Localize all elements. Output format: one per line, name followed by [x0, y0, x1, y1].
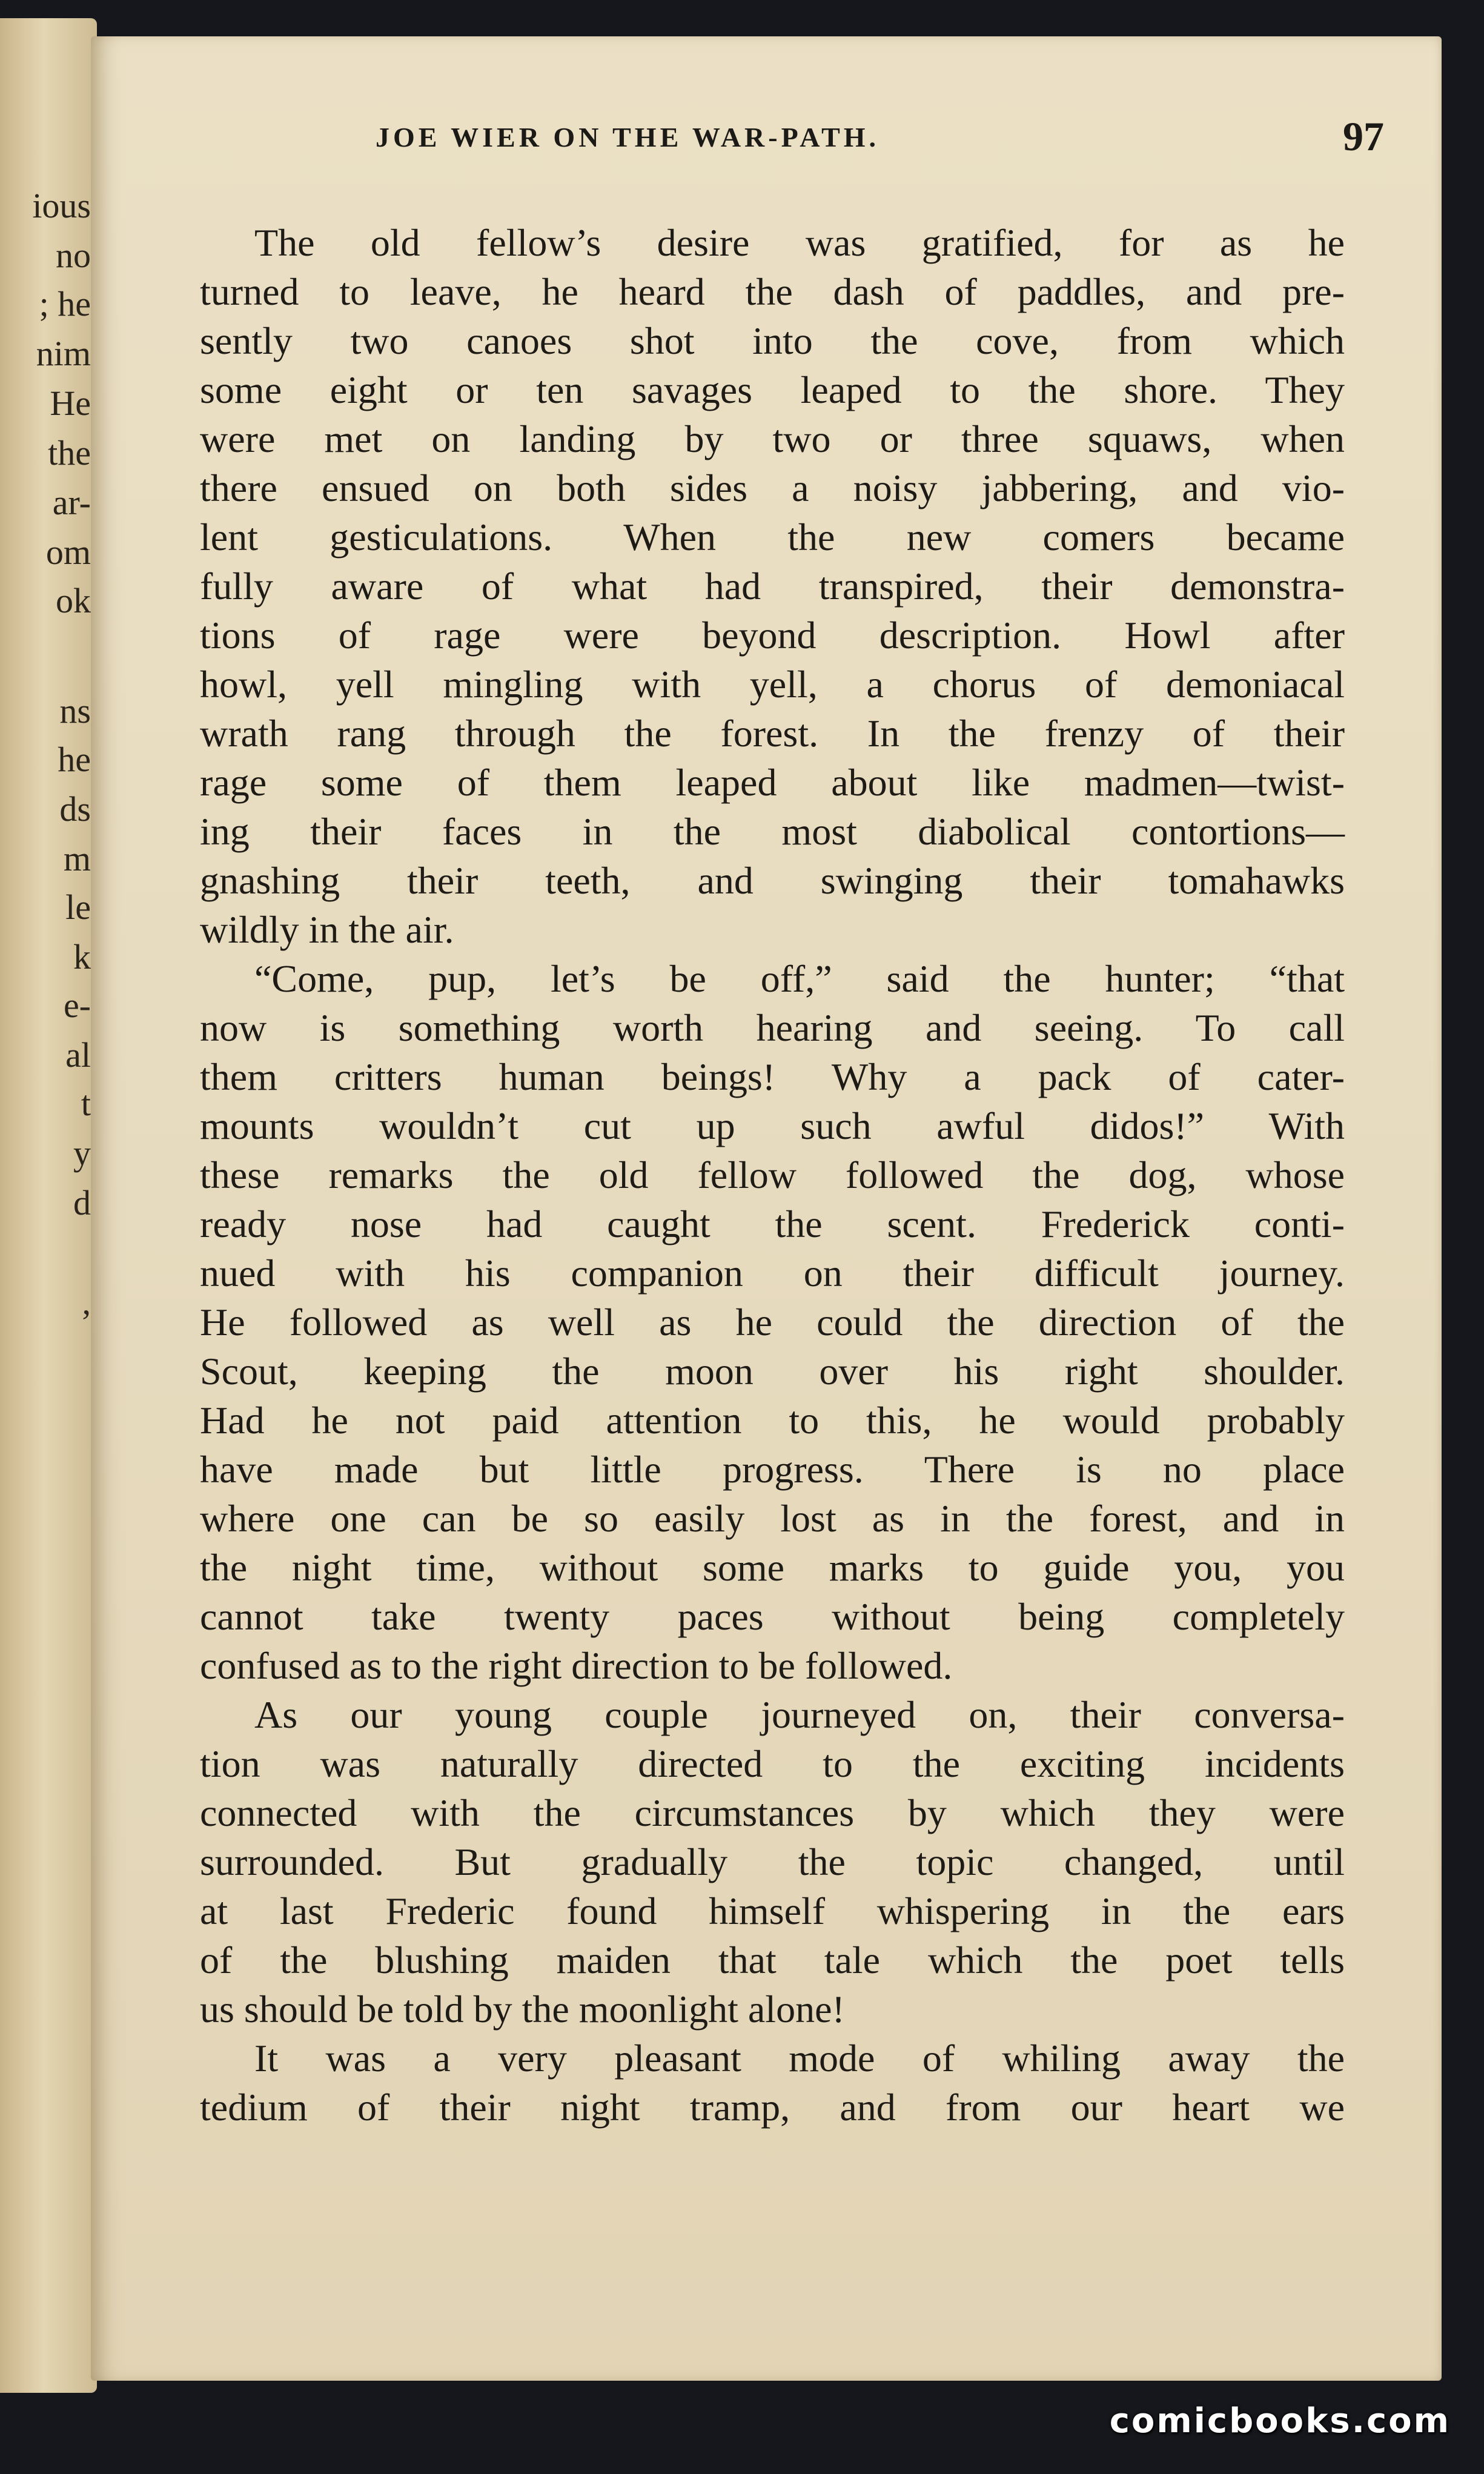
left-page-fragment: ds	[59, 789, 91, 829]
left-page-fragment: m	[63, 839, 91, 878]
text-line: ready nose had caught the scent. Frederick conti-	[200, 1202, 1345, 1245]
left-page-fragment: he	[58, 740, 91, 779]
left-page-fragment: ious	[32, 186, 91, 225]
text-line: mounts wouldn’t cut up such awful didos!” With	[200, 1104, 1345, 1147]
left-page-fragment: al	[65, 1035, 91, 1075]
left-page-fragment: He	[50, 383, 91, 423]
page-number: 97	[1343, 113, 1384, 159]
text-line: were met on landing by two or three squaws, when	[200, 417, 1345, 460]
text-line: tions of rage were beyond description. Howl after	[200, 614, 1345, 657]
running-head	[91, 113, 1442, 176]
running-head-title: JOE WIER ON THE WAR-PATH.	[376, 122, 880, 153]
text-line: tedium of their night tramp, and from our heart we	[200, 2086, 1345, 2129]
previous-page-edge	[0, 18, 97, 2393]
text-line: these remarks the old fellow followed the dog, whose	[200, 1153, 1345, 1196]
text-line: nued with his companion on their difficult journey.	[200, 1252, 1345, 1295]
paragraph	[200, 954, 1345, 1690]
text-line: of the blushing maiden that tale which the poet tells	[200, 1938, 1345, 1982]
left-page-fragment: t	[81, 1084, 91, 1123]
left-page-fragment: ,	[82, 1282, 91, 1322]
book-page	[91, 36, 1442, 2381]
left-page-fragment: nim	[36, 334, 91, 373]
text-line: Scout, keeping the moon over his right shoulder.	[200, 1350, 1345, 1393]
left-page-fragment: e-	[63, 986, 91, 1025]
text-line: tion was naturally directed to the exciting incidents	[200, 1742, 1345, 1785]
site-watermark: comicbooks.com	[1109, 2401, 1451, 2441]
text-line: lent gesticulations. When the new comers became	[200, 516, 1345, 559]
text-line: rage some of them leaped about like madmen—twist-	[200, 761, 1345, 804]
text-line: connected with the circumstances by which they were	[200, 1791, 1345, 1834]
text-line: there ensued on both sides a noisy jabbering, and vio-	[200, 466, 1345, 509]
paragraph	[200, 2034, 1345, 2132]
left-page-fragment: the	[48, 433, 91, 473]
text-line: gnashing their teeth, and swinging their tomahawks	[200, 859, 1345, 902]
text-line: As our young couple journeyed on, their conversa-	[254, 1693, 1345, 1736]
text-line: confused as to the right direction to be followed.	[200, 1644, 953, 1687]
text-line: sently two canoes shot into the cove, from which	[200, 319, 1345, 362]
text-line: surrounded. But gradually the topic changed, until	[200, 1840, 1345, 1883]
text-line: Had he not paid attention to this, he would probably	[200, 1399, 1345, 1442]
left-page-fragment: d	[73, 1183, 91, 1222]
left-page-fragment: no	[56, 236, 91, 275]
text-line: at last Frederic found himself whispering in the ears	[200, 1889, 1345, 1932]
text-line: cannot take twenty paces without being completely	[200, 1595, 1345, 1638]
paragraph	[200, 1690, 1345, 2034]
left-page-fragment: ; he	[39, 284, 91, 323]
text-line: He followed as well as he could the direction of the	[200, 1301, 1345, 1344]
text-line: have made but little progress. There is no place	[200, 1448, 1345, 1491]
text-line: turned to leave, he heard the dash of paddles, and pre-	[200, 270, 1345, 313]
text-line: It was a very pleasant mode of whiling away the	[254, 2037, 1345, 2080]
text-line: ing their faces in the most diabolical contortions—	[200, 810, 1345, 853]
left-page-fragment: y	[73, 1133, 91, 1173]
paragraph	[200, 218, 1345, 954]
body-text	[200, 218, 1345, 2132]
left-page-fragment: k	[73, 937, 91, 977]
text-line: some eight or ten savages leaped to the shore. They	[200, 368, 1345, 411]
text-line: The old fellow’s desire was gratified, for as he	[254, 221, 1345, 264]
text-line: “Come, pup, let’s be off,” said the hunter; “that	[254, 957, 1345, 1000]
text-line: wrath rang through the forest. In the frenzy of their	[200, 712, 1345, 755]
left-page-fragment: ok	[56, 581, 91, 620]
text-line: where one can be so easily lost as in the forest, and in	[200, 1497, 1345, 1540]
text-line: now is something worth hearing and seeing. To call	[200, 1006, 1345, 1049]
text-line: the night time, without some marks to guide you, you	[200, 1546, 1345, 1589]
left-page-fragment: ar-	[52, 483, 91, 522]
left-page-fragment: ns	[59, 691, 91, 731]
text-line: us should be told by the moonlight alone!	[200, 1988, 845, 2031]
text-line: howl, yell mingling with yell, a chorus of demoniacal	[200, 663, 1345, 706]
left-page-fragment: om	[45, 532, 91, 572]
text-line: fully aware of what had transpired, their demonstra-	[200, 565, 1345, 608]
text-line: them critters human beings! Why a pack of cater-	[200, 1055, 1345, 1098]
left-page-fragment: le	[65, 887, 91, 927]
text-line: wildly in the air.	[200, 908, 454, 951]
